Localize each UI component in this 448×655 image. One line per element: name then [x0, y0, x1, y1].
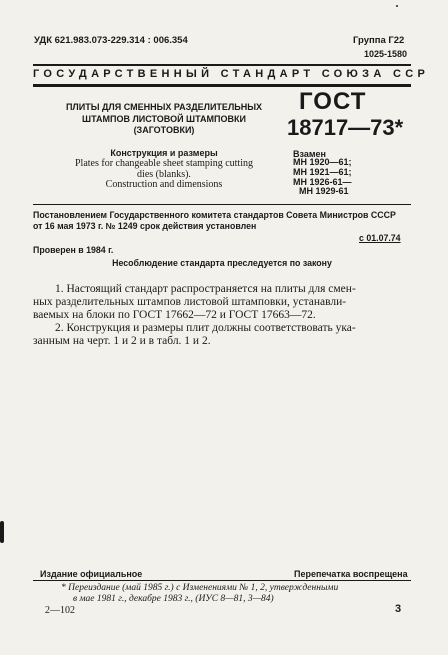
official-edition: Издание официальное [40, 569, 143, 579]
effective-date: с 01.07.74 [359, 233, 401, 243]
replaces-item: МН 1926-61— [293, 176, 352, 187]
decree-line-1: Постановлением Государственного комитета стандартов Совета Министров СССР [33, 210, 396, 220]
scan-binding-mark [0, 521, 4, 543]
title-russian [44, 102, 284, 137]
scan-speck [396, 5, 398, 7]
paragraph-line: ваемых на блоки по ГОСТ 17662—72 и ГОСТ 17663—72. [33, 309, 316, 322]
replaces-item: МН 1929-61 [299, 186, 349, 197]
title-rule [33, 204, 411, 205]
title-line-2: ШТАМПОВ ЛИСТОВОЙ ШТАМПОВКИ [82, 113, 246, 124]
top-rule [33, 64, 411, 66]
banner-rule [33, 84, 411, 87]
replaces-list [293, 158, 352, 197]
paragraph-line: 2. Конструкция и размеры плит должны соответствовать ука- [55, 322, 356, 334]
paragraph-1 [33, 283, 411, 323]
classification-code: 1025-1580 [364, 49, 408, 59]
gost-label: ГОСТ [299, 88, 367, 115]
legal-warning: Несоблюдение стандарта преследуется по закону [112, 258, 332, 268]
note-line: * Переиздание (май 1985 г.) с Изменениями № 1, 2, утвержденными [61, 583, 339, 593]
title-subtitle-russian: Конструкция и размеры [110, 148, 218, 158]
reprint-prohibited: Перепечатка воспрещена [294, 569, 408, 579]
paragraph-line: ных разделительных штампов листовой штамповки, устанавли- [33, 296, 347, 309]
paragraph-2 [33, 322, 411, 348]
decree-line-2: от 16 мая 1973 г. № 1249 срок действия установлен [33, 221, 257, 231]
replaces-item: МН 1921—61; [293, 166, 352, 177]
udk-code: УДК 621.983.073-229.314 : 006.354 [34, 35, 188, 46]
state-standard-banner: ГОСУДАРСТВЕННЫЙ СТАНДАРТ СОЮЗА ССР [33, 68, 430, 80]
title-line-1: ПЛИТЫ ДЛЯ СМЕННЫХ РАЗДЕЛИТЕЛЬНЫХ [65, 102, 263, 112]
note-line: в мае 1981 г., декабре 1983 г., (ИУС 8—81, 3—84) [73, 594, 274, 604]
paragraph-line: 1. Настоящий стандарт распространяется на плиты для смен- [55, 283, 356, 295]
footer-rule [33, 580, 411, 581]
title-en-line-3: Construction and dimensions [105, 179, 223, 190]
page-number: 3 [395, 603, 402, 615]
title-english [44, 159, 284, 191]
title-en-line-1: Plates for changeable sheet stamping cutting [74, 158, 253, 169]
gost-number: 18717—73* [287, 115, 404, 140]
replaces-item: МН 1920—61; [293, 157, 352, 167]
title-line-3: (ЗАГОТОВКИ) [133, 125, 195, 135]
print-code: 2—102 [45, 605, 75, 616]
replaces-label: Взамен [293, 149, 326, 159]
title-en-line-2: dies (blanks). [137, 168, 191, 180]
checked-year: Проверен в 1984 г. [33, 245, 114, 255]
reissue-note [33, 583, 411, 605]
paragraph-line: занным на черт. 1 и 2 и в табл. 1 и 2. [33, 335, 211, 348]
group-label: Группа Г22 [353, 35, 405, 46]
